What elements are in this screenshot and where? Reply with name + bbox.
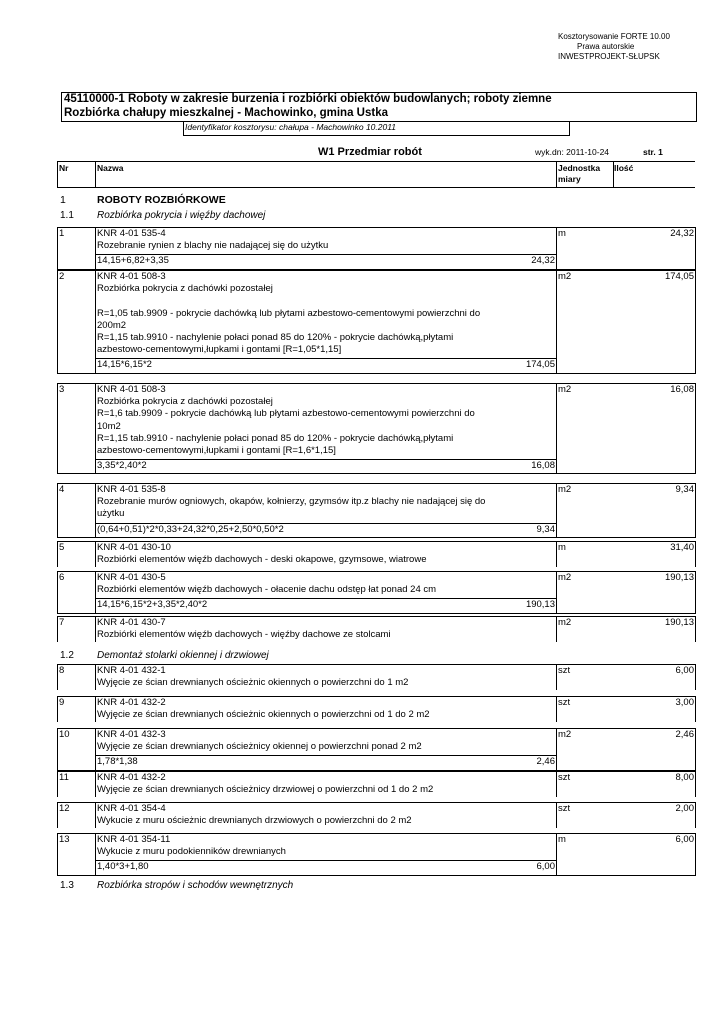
item-calculation: 14,15*6,15*2+3,35*2,40*2 (97, 599, 208, 611)
subsection-title: Rozbiórka pokrycia i więźby dachowej (97, 210, 266, 221)
item-unit: m2 (558, 572, 572, 583)
copyright-label: Prawa autorskie (577, 42, 635, 51)
row-right-border (695, 802, 696, 828)
item-number: 4 (59, 484, 65, 495)
item-calculation-result: 24,32 (531, 255, 555, 267)
item-description-line: Wyjęcie ze ścian drewnianych ościeżnic okiennych o powierzchni do 1 m2 (97, 677, 409, 689)
item-code: KNR 4-01 432-3 (97, 729, 166, 740)
item-unit: m2 (558, 617, 572, 628)
item-description-line: Rozbiórka pokrycia z dachówki pozostałej (97, 283, 273, 295)
row-left-border (57, 383, 58, 474)
item-unit: m (558, 542, 566, 553)
row-right-border (695, 664, 696, 690)
item-number: 5 (59, 542, 65, 553)
execution-date: wyk.dn: 2011-10-24 (535, 147, 610, 157)
item-description-line: Rozebranie rynien z blachy nie nadającej się do użytku (97, 240, 329, 252)
cost-estimate-identifier: Identyfikator kosztorysu: chałupa - Machowinko 10.2011 (185, 122, 397, 132)
subsection-number: 1.2 (60, 650, 74, 661)
item-description-line: Wykucie z muru podokienników drewnianych (97, 846, 286, 858)
row-divider (95, 802, 96, 828)
item-code: KNR 4-01 508-3 (97, 271, 166, 282)
item-number: 6 (59, 572, 65, 583)
item-calculation: 1,40*3+1,80 (97, 861, 149, 873)
row-left-border (57, 541, 58, 567)
item-description-line: R=1,15 tab.9910 - nachylenie połaci ponad 85 do 120% - pokrycie dachówką,płytami (97, 332, 454, 343)
row-right-border (695, 771, 696, 797)
item-description-line: Rozbiórki elementów więźb dachowych - ołacenie dachu odstęp łat ponad 24 cm (97, 584, 437, 596)
row-left-border (57, 728, 58, 771)
item-calculation: 14,15*6,15*2 (97, 359, 152, 371)
item-number: 12 (59, 803, 70, 814)
row-divider (556, 802, 557, 828)
row-divider (556, 541, 557, 567)
row-left-border (57, 833, 58, 876)
item-number: 13 (59, 834, 70, 845)
item-description-line: użytku (97, 508, 125, 520)
row-left-border (57, 270, 58, 374)
row-divider (95, 571, 96, 614)
item-quantity: 16,08 (670, 384, 694, 395)
item-unit: m (558, 228, 566, 239)
column-header-nr: Nr (59, 163, 69, 173)
row-right-border (695, 270, 696, 374)
item-unit: m2 (558, 729, 572, 740)
row-right-border (695, 227, 696, 270)
section-title: ROBOTY ROZBIÓRKOWE (97, 194, 226, 206)
subsection-title: Rozbiórka stropów i schodów wewnętrznych (97, 880, 294, 891)
item-number: 9 (59, 697, 65, 708)
row-divider (556, 483, 557, 538)
row-right-border (695, 383, 696, 474)
item-code: KNR 4-01 432-1 (97, 665, 166, 676)
row-left-border (57, 616, 58, 642)
item-code: KNR 4-01 432-2 (97, 697, 166, 708)
item-description-line: Rozbiórka pokrycia z dachówki pozostałej (97, 396, 273, 408)
item-quantity: 3,00 (675, 697, 694, 708)
row-right-border (695, 696, 696, 722)
item-description-line: R=1,15 tab.9910 - nachylenie połaci ponad 85 do 120% - pokrycie dachówką,płytami (97, 432, 454, 444)
software-header (558, 32, 670, 62)
item-code: KNR 4-01 354-4 (97, 803, 166, 814)
row-divider (95, 483, 96, 538)
item-quantity: 6,00 (675, 834, 694, 845)
column-header-unit-2: miary (558, 174, 581, 184)
item-description-line: R=1,6 tab.9909 - pokrycie dachówką lub płytami azbestowo-cementowymi powierzchni do (97, 408, 475, 420)
cpv-title: 45110000-1 Roboty w zakresie burzenia i rozbiórki obiektów budowlanych; roboty ziemne (64, 93, 552, 105)
item-code: KNR 4-01 430-5 (97, 572, 166, 583)
item-description-line: 200m2 (97, 319, 127, 331)
row-divider (556, 270, 557, 374)
item-quantity: 2,46 (675, 729, 694, 740)
item-number: 10 (59, 729, 70, 740)
item-quantity: 174,05 (664, 271, 694, 282)
row-divider (95, 616, 96, 642)
row-bottom-border (57, 473, 695, 474)
item-unit: szt (558, 697, 571, 708)
item-quantity: 8,00 (675, 772, 694, 783)
item-description-line: 10m2 (97, 420, 121, 432)
section-number: 1 (60, 194, 66, 206)
row-left-border (57, 571, 58, 614)
item-unit: szt (558, 803, 571, 814)
row-divider (556, 664, 557, 690)
item-quantity: 6,00 (675, 665, 694, 676)
item-quantity: 31,40 (670, 542, 694, 553)
subsection-number: 1.1 (60, 210, 74, 221)
row-divider (556, 696, 557, 722)
row-divider (556, 227, 557, 270)
item-calculation-result: 174,05 (525, 359, 555, 371)
row-divider (556, 833, 557, 876)
item-quantity: 190,13 (664, 572, 694, 583)
item-description-line: Wyjęcie ze ścian drewnianych ościeżnic okiennych o powierzchni od 1 do 2 m2 (97, 709, 430, 721)
document-title: W1 Przedmiar robót (318, 146, 422, 158)
item-code: KNR 4-01 432-2 (97, 772, 166, 783)
row-divider (556, 616, 557, 642)
item-calculation: 1,78*1,38 (97, 756, 138, 768)
row-left-border (57, 696, 58, 722)
row-divider (556, 728, 557, 771)
item-number: 7 (59, 617, 65, 628)
table-header-top-border (57, 161, 695, 162)
project-title: Rozbiórka chałupy mieszkalnej - Machowinko, gmina Ustka (64, 107, 388, 119)
row-divider (95, 383, 96, 474)
item-number: 11 (59, 772, 69, 783)
col-divider (57, 161, 58, 188)
row-divider (556, 383, 557, 474)
item-quantity: 9,34 (675, 484, 694, 495)
item-quantity: 24,32 (670, 228, 694, 239)
col-divider (556, 161, 557, 188)
column-header-nazwa: Nazwa (97, 163, 124, 173)
item-calculation-result: 16,08 (531, 460, 555, 472)
row-right-border (695, 728, 696, 771)
row-divider (556, 571, 557, 614)
row-divider (95, 227, 96, 270)
row-left-border (57, 664, 58, 690)
software-name: Kosztorysowanie FORTE 10.00 (558, 32, 670, 41)
row-bottom-border (57, 613, 695, 614)
item-code: KNR 4-01 354-11 (97, 834, 171, 845)
item-number: 1 (59, 228, 65, 239)
row-bottom-border (57, 537, 695, 538)
item-calculation: 3,35*2,40*2 (97, 460, 147, 472)
subsection-number: 1.3 (60, 880, 74, 891)
item-description-line: Wyjęcie ze ścian drewnianych ościeżnicy drzwiowej o powierzchni od 1 do 2 m2 (97, 784, 434, 796)
row-right-border (695, 833, 696, 876)
column-header-unit: Jednostka (558, 163, 601, 173)
item-code: KNR 4-01 430-7 (97, 617, 166, 628)
row-right-border (695, 616, 696, 642)
item-number: 3 (59, 384, 65, 395)
row-right-border (695, 571, 696, 614)
item-code: KNR 4-01 535-4 (97, 228, 166, 239)
item-calculation-result: 2,46 (536, 756, 555, 768)
company-name: INWESTPROJEKT-SŁUPSK (558, 52, 660, 61)
item-calculation-result: 6,00 (536, 861, 555, 873)
row-left-border (57, 483, 58, 538)
item-description-line: azbestowo-cementowymi,łupkami i gontami [R=1,6*1,15] (97, 445, 336, 456)
item-unit: m2 (558, 271, 572, 282)
row-right-border (695, 483, 696, 538)
item-description-line: Rozebranie murów ogniowych, okapów, kołnierzy, gzymsów itp.z blachy nie nadającej się do (97, 496, 486, 508)
item-unit: szt (558, 665, 571, 676)
item-description-line: azbestowo-cementowymi,łupkami i gontami [R=1,05*1,15] (97, 344, 342, 356)
row-right-border (695, 541, 696, 567)
row-bottom-border (57, 373, 695, 374)
table-header-bottom-border (57, 187, 695, 188)
item-description-line: Wykucie z muru ościeżnic drewnianych drzwiowych o powierzchni do 2 m2 (97, 815, 412, 827)
col-divider (95, 161, 96, 188)
row-left-border (57, 227, 58, 270)
item-calculation: (0,64+0,51)*2*0,33+24,32*0,25+2,50*0,50*2 (97, 523, 284, 535)
item-description-line: Rozbiórki elementów więźb dachowych - więźby dachowe ze stolcami (97, 629, 391, 641)
item-code: KNR 4-01 508-3 (97, 384, 166, 395)
row-divider (95, 664, 96, 690)
row-divider (95, 771, 96, 797)
row-left-border (57, 771, 58, 797)
item-number: 2 (59, 271, 65, 282)
item-code: KNR 4-01 535-8 (97, 484, 166, 495)
row-divider (95, 833, 96, 876)
item-unit: m (558, 834, 566, 845)
item-calculation: 14,15+6,82+3,35 (97, 255, 169, 267)
item-quantity: 190,13 (664, 617, 694, 628)
row-bottom-border (57, 875, 695, 876)
page-number: str. 1 (643, 147, 663, 157)
item-number: 8 (59, 665, 65, 676)
subsection-title: Demontaż stolarki okiennej i drzwiowej (97, 650, 269, 661)
item-description-line: R=1,05 tab.9909 - pokrycie dachówką lub płytami azbestowo-cementowymi powierzchni do (97, 307, 481, 319)
item-unit: m2 (558, 484, 572, 495)
column-header-qty: Ilość (614, 163, 634, 173)
item-code: KNR 4-01 430-10 (97, 542, 171, 553)
row-left-border (57, 802, 58, 828)
item-unit: szt (558, 772, 571, 783)
item-description-line: Rozbiórki elementów więźb dachowych - deski okapowe, gzymsowe, wiatrowe (97, 554, 427, 566)
item-calculation-result: 9,34 (536, 523, 555, 535)
item-description-line: Wyjęcie ze ścian drewnianych ościeżnicy okiennej o powierzchni ponad 2 m2 (97, 741, 422, 753)
row-divider (95, 541, 96, 567)
row-divider (556, 771, 557, 797)
row-divider (95, 696, 96, 722)
item-unit: m2 (558, 384, 572, 395)
row-divider (95, 728, 96, 771)
item-quantity: 2,00 (675, 803, 694, 814)
item-calculation-result: 190,13 (525, 599, 555, 611)
